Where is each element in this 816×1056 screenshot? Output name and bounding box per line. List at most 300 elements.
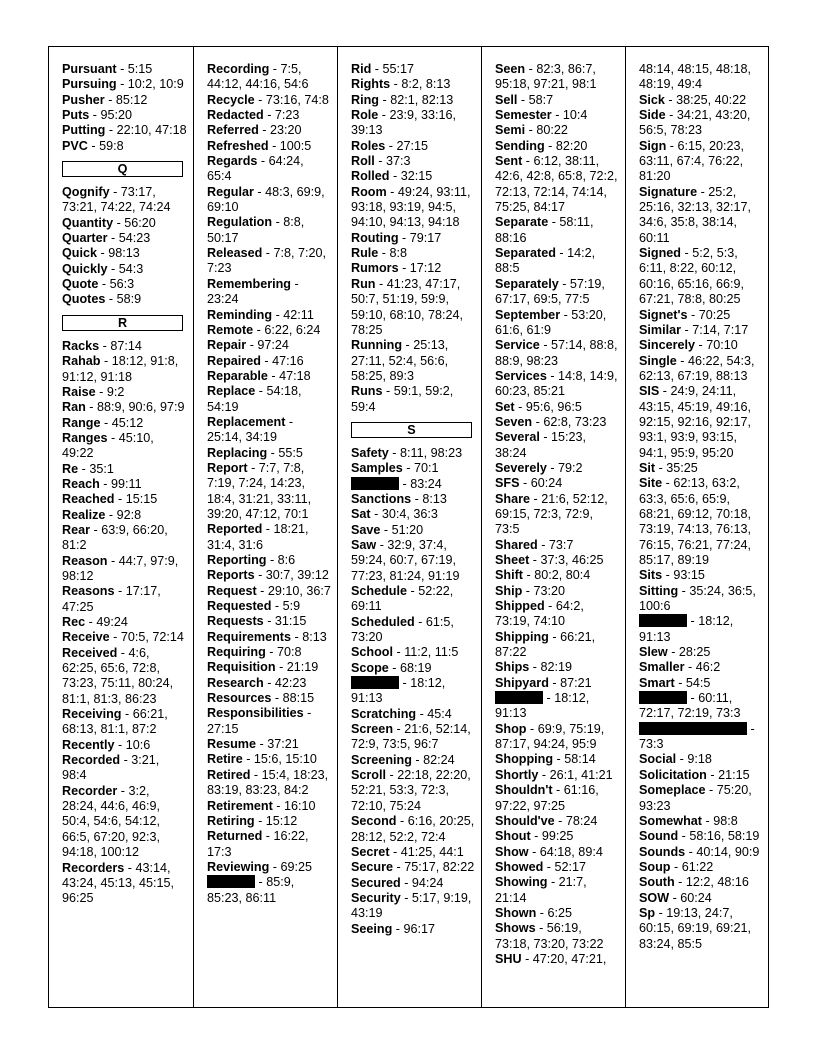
index-term: Recording <box>207 62 270 76</box>
redaction-bar <box>495 691 543 704</box>
page-line-references: 23:9, 33:16, 39:13 <box>351 108 457 138</box>
page-line-references: 18:12, 91:13 <box>639 614 734 644</box>
page-line-references: 58:11, 88:16 <box>495 215 594 245</box>
page-line-references: 64:18, 89:4 <box>539 844 603 859</box>
index-entry: Rumors - 17:12 <box>351 261 442 276</box>
index-term: Ships <box>495 660 530 675</box>
page-line-references: 8:11, 98:23 <box>400 445 463 460</box>
index-term: Showing <box>495 875 548 890</box>
index-entry: Repair - 97:24 <box>207 338 289 353</box>
index-entry: Reached - 15:15 <box>62 492 158 507</box>
page-line-references: 7:8, 7:20, 7:23 <box>207 246 327 276</box>
index-term: Quick <box>62 246 97 261</box>
index-term: Showed <box>495 859 544 874</box>
page-line-references: 7:23 <box>274 108 300 123</box>
index-term: Roll <box>351 154 375 169</box>
page-line-references: 25:14, 34:19 <box>207 430 278 445</box>
page-line-references: 68:19 <box>400 660 432 675</box>
page-line-references: 61:22 <box>681 859 714 874</box>
index-column-3 <box>337 47 481 1007</box>
index-term: Redacted <box>207 108 264 123</box>
page-line-references: 23:20 <box>270 123 302 138</box>
page-line-references: 43:14, 43:24, 45:13, 45:15, 96:25 <box>62 860 175 906</box>
index-term: Request <box>207 583 257 598</box>
index-term: Quarter <box>62 231 108 246</box>
index-term: Separate <box>495 215 549 230</box>
page-line-references: 18:12, 91:13 <box>495 691 590 721</box>
index-entry: Recently - 10:6 <box>62 737 151 752</box>
index-entry: Second - 6:16, 20:25, 28:12, 52:2, 72:4 <box>351 814 475 844</box>
index-term: Roles <box>351 138 386 153</box>
index-entry: Research - 42:23 <box>207 675 307 690</box>
index-entry: SIS - 24:9, 24:11, 43:15, 45:19, 49:16, 92:15, 92:16, 92:17, 93:1, 93:9, 93:15, 94:1, 95:9, 95:20 <box>639 384 752 460</box>
index-entry: Rec - 49:24 <box>62 615 128 629</box>
index-term: Scratching <box>351 706 417 721</box>
page-line-references: 95:20 <box>100 108 133 123</box>
index-term: Report <box>207 460 248 475</box>
index-term: Racks <box>62 338 100 353</box>
page-line-references: 88:15 <box>282 691 315 706</box>
page-line-references: 3:21, 98:4 <box>62 753 160 783</box>
page-line-references: 21:6, 52:12, 69:15, 72:3, 72:9, 73:5 <box>495 491 608 537</box>
page-line-references: 98:8 <box>713 813 738 828</box>
index-term: Remote <box>207 322 254 337</box>
page-line-references: 24:9, 24:11, 43:15, 45:19, 49:16, 92:15, 92:16, 92:17, 93:1, 93:9, 93:15, 94:1, 95:9, 95:20 <box>639 384 752 460</box>
index-entry: Receive - 70:5, 72:14 <box>62 630 184 645</box>
index-term: Set <box>495 399 515 414</box>
index-term: Sincerely <box>639 338 696 353</box>
index-entry: Safety - 8:11, 98:23 <box>351 445 463 460</box>
index-entry: Severely - 79:2 <box>495 460 583 475</box>
index-term: PVC <box>62 138 88 153</box>
index-entry: Recycle - 73:16, 74:8 <box>207 92 329 107</box>
section-letter-header: S <box>351 422 472 438</box>
index-term: Seeing <box>351 921 393 936</box>
index-term: Site <box>639 476 663 491</box>
index-entry: Quickly - 54:3 <box>62 261 144 276</box>
page-line-references: 7:7, 7:8, 7:19, 7:24, 14:23, 18:4, 31:21, 33:11, 39:20, 47:12, 70:1 <box>207 460 312 521</box>
index-term: Sound <box>639 829 679 844</box>
index-entry: Shipped - 64:2, 73:19, 74:10 <box>495 599 584 629</box>
page-line-references: 100:5 <box>279 138 312 153</box>
index-term: SIS <box>639 384 660 399</box>
index-term: Shown <box>495 905 537 920</box>
index-term: Rolled <box>351 169 390 184</box>
index-entry: Referred - 23:20 <box>207 123 302 138</box>
index-term: Recorded <box>62 753 121 768</box>
index-term: Regular <box>207 184 254 199</box>
index-entry: Seen - 82:3, 86:7, 95:18, 97:21, 98:1 <box>495 62 597 92</box>
index-entry: Sincerely - 70:10 <box>639 338 738 353</box>
page-line-references: 18:12, 91:8, 91:12, 91:18 <box>62 354 179 384</box>
page-line-references: 79:2 <box>558 460 583 475</box>
index-entry: Retirement - 16:10 <box>207 798 316 813</box>
index-entry: School - 11:2, 11:5 <box>351 645 459 660</box>
index-entry: Redacted - 7:23 <box>207 108 300 123</box>
page-line-references: 5:15 <box>127 62 153 76</box>
index-entry: Site - 62:13, 63:2, 63:3, 65:6, 65:9, 68:21, 69:12, 70:18, 73:19, 74:13, 76:13, 76:15, 76:21, 77:24, 85:17, 89:19 <box>639 476 752 567</box>
index-term: Received <box>62 645 118 660</box>
index-term: Separately <box>495 276 559 291</box>
page-line-references: 27:15 <box>396 138 429 153</box>
index-term: Regulation <box>207 215 273 230</box>
page-line-references: 35:25 <box>666 460 698 475</box>
index-term: Qognify <box>62 185 110 200</box>
page-line-references: 85:9, 85:23, 86:11 <box>207 875 295 905</box>
page-line-references: 6:22, 6:24 <box>264 322 321 337</box>
index-entry: Shout - 99:25 <box>495 829 574 844</box>
page-line-references: 28:25 <box>678 645 711 660</box>
index-entry: Shift - 80:2, 80:4 <box>495 568 591 583</box>
page-line-references: 47:20, 47:21, <box>532 951 607 966</box>
page-line-references: 64:24, 65:4 <box>207 154 304 184</box>
page-line-references: 78:24 <box>565 813 598 828</box>
index-entry: Save - 51:20 <box>351 522 424 537</box>
index-entry: Scheduled - 61:5, 73:20 <box>351 614 454 645</box>
index-entry: Requirements - 8:13 <box>207 629 327 644</box>
index-entry: Samples - 70:1 <box>351 461 439 476</box>
page-line-references: 54:23 <box>118 231 151 246</box>
page-line-references: 62:13, 63:2, 63:3, 65:6, 65:9, 68:21, 69:12, 70:18, 73:19, 74:13, 76:13, 76:15, 76:21, 77:24, 85:17, 89:19 <box>639 476 752 567</box>
index-entry: Sit - 35:25 <box>639 460 698 475</box>
index-term: Shouldn't <box>495 783 553 798</box>
page-line-references: 95:6, 96:5 <box>525 399 582 414</box>
page-line-references: 60:24 <box>530 476 563 491</box>
index-entry: Reports - 30:7, 39:12 <box>207 568 329 583</box>
index-entry: Reviewing - 69:25 <box>207 859 313 874</box>
index-entry: Schedule - 52:22, 69:11 <box>351 584 454 614</box>
page-line-references: 96:17 <box>403 921 436 936</box>
index-entry: Several - 15:23, 38:24 <box>495 430 587 460</box>
index-term: Repair <box>207 338 247 353</box>
index-term: South <box>639 875 675 890</box>
index-term: Puts <box>62 108 90 123</box>
page-line-references: 51:20 <box>391 522 424 537</box>
index-term: Reparable <box>207 368 268 383</box>
index-entry: - 18:12, 91:13 <box>639 614 734 644</box>
page-line-references: 85:12 <box>115 92 148 107</box>
index-entry: Sp - 19:13, 24:7, 60:15, 69:19, 69:21, 83:24, 85:5 <box>639 905 752 951</box>
index-term: Seven <box>495 414 533 429</box>
index-entry: Ranges - 45:10, 49:22 <box>62 430 154 461</box>
page-line-references: 10:2, 10:9 <box>127 77 184 92</box>
index-term: Reasons <box>62 584 115 599</box>
page-line-references: 64:2, 73:19, 74:10 <box>495 599 584 629</box>
page-line-references: 23:24 <box>207 292 239 307</box>
index-term: Remembering <box>207 276 291 291</box>
index-term: Resources <box>207 691 272 706</box>
index-term: Reached <box>62 492 115 507</box>
page-line-references: 12:2, 48:16 <box>685 875 749 890</box>
page-line-references: 54:18, 54:19 <box>207 384 302 414</box>
index-term: Re <box>62 461 79 476</box>
page-line-references: 27:15 <box>207 721 239 736</box>
index-entry: Runs - 59:1, 59:2, 59:4 <box>351 384 454 414</box>
index-entry: Ran - 88:9, 90:6, 97:9 <box>62 400 185 415</box>
page-line-references: 42:23 <box>274 675 307 690</box>
index-term: Schedule <box>351 584 407 598</box>
index-term: Resume <box>207 737 256 752</box>
index-term: Sounds <box>639 844 686 859</box>
page-line-references: 11:2, 11:5 <box>404 645 459 660</box>
index-entry: Shipping - 66:21, 87:22 <box>495 629 596 660</box>
index-entry: Sits - 93:15 <box>639 568 705 583</box>
page-line-references: 14:2, 88:5 <box>495 246 596 276</box>
index-term: Quickly <box>62 261 108 276</box>
page-line-references: 82:1, 82:13 <box>390 92 454 107</box>
index-term: Requirements <box>207 629 291 644</box>
index-entry: Room - 49:24, 93:11, 93:18, 93:19, 94:5, 94:10, 94:13, 94:18 <box>351 184 471 230</box>
index-entry: Refreshed - 100:5 <box>207 138 312 153</box>
index-entry: Requests - 31:15 <box>207 614 307 629</box>
page-line-references: 58:14 <box>564 752 596 767</box>
page-line-references: 97:24 <box>257 338 289 353</box>
page-line-references: 75:20, 93:23 <box>639 783 752 813</box>
page-line-references: 9:2 <box>106 384 125 399</box>
index-entry: Sent - 6:12, 38:11, 42:6, 42:8, 65:8, 72:2, 72:13, 72:14, 74:14, 75:25, 84:17 <box>495 154 618 215</box>
index-term: Putting <box>62 123 106 138</box>
index-term: School <box>351 645 393 660</box>
index-term: Soup <box>639 859 671 874</box>
index-term: Semi <box>495 123 526 138</box>
index-entry: Puts - 95:20 <box>62 108 133 123</box>
page-line-references: 31:15 <box>274 614 307 629</box>
page-line-references: 37:3 <box>386 154 411 169</box>
page-line-references: 57:14, 88:8, 88:9, 98:23 <box>495 338 618 368</box>
index-term: Scroll <box>351 768 386 783</box>
page-line-references: 37:3, 46:25 <box>540 553 604 567</box>
index-term: Shipyard <box>495 675 549 690</box>
index-term: Safety <box>351 445 389 460</box>
index-entry: Screen - 21:6, 52:14, 72:9, 73:5, 96:7 <box>351 722 471 752</box>
page-line-references: 8:2, 8:13 <box>401 77 451 92</box>
index-entry: Sell - 58:7 <box>495 92 554 107</box>
index-entry: Screening - 82:24 <box>351 752 455 767</box>
index-entry: Request - 29:10, 36:7 <box>207 583 331 598</box>
index-entry: Running - 25:13, 27:11, 52:4, 56:6, 58:25, 89:3 <box>351 338 449 383</box>
index-term: Retire <box>207 752 243 767</box>
index-entry: Service - 57:14, 88:8, 88:9, 98:23 <box>495 338 618 368</box>
page-line-references: 59:1, 59:2, 59:4 <box>351 384 454 414</box>
page-line-references: 47:18 <box>279 368 311 383</box>
redaction-bar <box>639 722 747 735</box>
page-line-references: 22:10, 47:18 <box>116 123 187 138</box>
index-term: Rumors <box>351 261 399 276</box>
index-term: Reach <box>62 476 100 491</box>
index-entry: Quick - 98:13 <box>62 246 140 261</box>
index-term: Semester <box>495 108 552 123</box>
page-line-references: 61:5, 73:20 <box>351 614 454 645</box>
index-term: Save <box>351 522 381 537</box>
index-term: Rid <box>351 62 372 76</box>
index-entry: Reach - 99:11 <box>62 476 142 491</box>
page-line-references: 45:10, 49:22 <box>62 430 154 461</box>
index-entry: Realize - 92:8 <box>62 507 142 522</box>
page-line-references: 56:3 <box>109 277 135 292</box>
page-line-references: 29:10, 36:7 <box>267 583 331 598</box>
index-term: Rahab <box>62 354 101 369</box>
index-term: Ran <box>62 400 86 415</box>
page-line-references: 3:2, 28:24, 44:6, 46:9, 50:4, 54:6, 54:12, 66:5, 67:20, 92:3, 94:18, 100:12 <box>62 783 161 860</box>
index-term: Sent <box>495 154 523 169</box>
index-entry: Secured - 94:24 <box>351 875 444 890</box>
index-term: Sheet <box>495 553 530 567</box>
index-entry: Sanctions - 8:13 <box>351 491 447 506</box>
index-term: SOW <box>639 890 670 905</box>
page-line-references: 32:9, 37:4, 59:24, 60:7, 67:19, 77:23, 81:24, 91:19 <box>351 537 460 583</box>
index-term: Someplace <box>639 783 706 798</box>
index-entry: Remote - 6:22, 6:24 <box>207 322 321 337</box>
index-entry: PVC - 59:8 <box>62 138 124 153</box>
page-line-references: 5:9 <box>282 599 301 614</box>
index-term: Raise <box>62 384 96 399</box>
index-term: Responsibilities <box>207 706 304 721</box>
index-term: Similar <box>639 322 681 337</box>
index-entry: Pursuing - 10:2, 10:9 <box>62 77 184 92</box>
page-line-references: 58:7 <box>528 92 554 107</box>
page-line-references: 49:24 <box>96 615 128 629</box>
page-line-references: 42:11 <box>283 307 314 322</box>
index-entry: Retired - 15:4, 18:23, 83:19, 83:23, 84:2 <box>207 767 329 798</box>
page-line-references: 46:2 <box>695 660 721 675</box>
page-line-references: 69:9, 75:19, 87:17, 94:24, 95:9 <box>495 721 605 752</box>
page-line-references: 62:8, 73:23 <box>543 414 607 429</box>
index-entry: Shared - 73:7 <box>495 537 574 552</box>
index-term: Sat <box>351 507 371 522</box>
page-line-references: 93:15 <box>673 568 705 583</box>
index-term: Secure <box>351 860 394 875</box>
page-line-references: 87:21 <box>560 675 592 690</box>
index-term: Scope <box>351 660 389 675</box>
index-entry: Seeing - 96:17 <box>351 921 436 936</box>
index-entry: Single - 46:22, 54:3, 62:13, 67:19, 88:13 <box>639 353 755 383</box>
page-line-references: 16:10 <box>284 798 316 813</box>
page-line-references: 61:16, 97:22, 97:25 <box>495 783 599 813</box>
index-entry: Regulation - 8:8, 50:17 <box>207 215 305 245</box>
index-term: Quotes <box>62 292 106 307</box>
index-entry: Semi - 80:22 <box>495 123 568 138</box>
index-entry: Rear - 63:9, 66:20, 81:2 <box>62 522 168 553</box>
index-entry: Seven - 62:8, 73:23 <box>495 414 607 429</box>
page-line-references: 73:16, 74:8 <box>265 92 329 107</box>
index-term: Quote <box>62 277 99 292</box>
page-line-references: 57:19, 67:17, 69:5, 77:5 <box>495 276 605 307</box>
index-entry: Signet's - 70:25 <box>639 307 731 322</box>
page-line-references: 82:3, 86:7, 95:18, 97:21, 98:1 <box>495 62 597 92</box>
index-term: Receiving <box>62 707 122 722</box>
index-term: Pursuing <box>62 77 117 92</box>
page-line-references: 4:6, 62:25, 65:6, 72:8, 73:23, 75:11, 80:24, 81:1, 81:3, 86:23 <box>62 645 174 706</box>
page-line-references: 80:22 <box>536 123 568 138</box>
page-line-references: 47:16 <box>272 353 304 368</box>
page-line-references: 60:11, 72:17, 72:19, 73:3 <box>639 691 741 721</box>
page-line-references: 14:8, 14:9, 60:23, 85:21 <box>495 368 618 399</box>
index-entry: Receiving - 66:21, 68:13, 81:1, 87:2 <box>62 707 168 737</box>
index-entry: Smaller - 46:2 <box>639 660 721 675</box>
page-line-references: 35:1 <box>89 461 114 476</box>
index-term: Secret <box>351 844 390 859</box>
page-line-references: 7:14, 7:17 <box>692 322 749 337</box>
index-entry: Resources - 88:15 <box>207 691 315 706</box>
index-column-5 <box>625 47 768 1007</box>
index-entry: Rule - 8:8 <box>351 246 408 261</box>
index-term: Screening <box>351 752 412 767</box>
index-entry: Ships - 82:19 <box>495 660 573 675</box>
page-line-references: 69:25 <box>280 859 313 874</box>
index-entry: Requested - 5:9 <box>207 599 301 614</box>
index-entry: Scratching - 45:4 <box>351 706 452 721</box>
page-line-references: 25:2, 25:16, 32:13, 32:17, 34:6, 35:8, 38:14, 60:11 <box>639 184 752 245</box>
index-term: Shortly <box>495 767 539 782</box>
index-term: Recorder <box>62 783 118 798</box>
index-entry: Ship - 73:20 <box>495 583 566 598</box>
page-line-references: 73:17, 73:21, 74:22, 74:24 <box>62 185 171 215</box>
index-entry: Shop - 69:9, 75:19, 87:17, 94:24, 95:9 <box>495 721 605 752</box>
index-entry: Reason - 44:7, 97:9, 98:12 <box>62 553 179 583</box>
index-page-frame <box>48 46 769 1008</box>
index-entry: Replacement - 25:14, 34:19 <box>207 414 294 445</box>
index-entry: Shopping - 58:14 <box>495 752 596 767</box>
page-line-references: 34:21, 43:20, 56:5, 78:23 <box>639 108 751 138</box>
index-term: Rec <box>62 615 86 629</box>
index-entry: Sheet - 37:3, 46:25 <box>495 553 604 567</box>
index-term: Separated <box>495 246 556 261</box>
index-entry: Re - 35:1 <box>62 461 114 476</box>
index-term: Security <box>351 890 401 905</box>
index-entry: Resume - 37:21 <box>207 737 299 752</box>
index-entry: Received - 4:6, 62:25, 65:6, 72:8, 73:23, 75:11, 80:24, 81:1, 81:3, 86:23 <box>62 645 174 706</box>
index-term: Reviewing <box>207 859 270 874</box>
index-term: Share <box>495 491 531 506</box>
page-line-references: 30:4, 36:3 <box>381 507 438 522</box>
index-term: Ranges <box>62 430 108 445</box>
page-line-references: 38:25, 40:22 <box>676 92 747 107</box>
index-entry: Secret - 41:25, 44:1 <box>351 844 464 859</box>
page-line-references: 25:13, 27:11, 52:4, 56:6, 58:25, 89:3 <box>351 338 449 383</box>
index-term: Shop <box>495 721 527 736</box>
index-term: Sits <box>639 568 663 583</box>
page-line-references: 17:12 <box>409 261 442 276</box>
index-entry: Signature - 25:2, 25:16, 32:13, 32:17, 34:6, 35:8, 38:14, 60:11 <box>639 184 752 245</box>
index-term: Realize <box>62 507 106 522</box>
section-letter-header: Q <box>62 161 183 177</box>
index-term: Secured <box>351 875 401 890</box>
index-term: Shipping <box>495 629 549 644</box>
index-entry: Saw - 32:9, 37:4, 59:24, 60:7, 67:19, 77:23, 81:24, 91:19 <box>351 537 460 583</box>
page-line-references: 80:2, 80:4 <box>534 568 591 583</box>
index-entry: Range - 45:12 <box>62 415 144 430</box>
page-line-references: 37:21 <box>267 737 299 752</box>
index-term: Requested <box>207 599 272 614</box>
index-entry: Requiring - 70:8 <box>207 645 302 660</box>
page-line-references: 52:17 <box>554 859 586 874</box>
index-term: SFS <box>495 476 520 491</box>
index-term: Runs <box>351 384 383 399</box>
page-line-references: 70:5, 72:14 <box>120 630 184 645</box>
page-line-references: 44:7, 97:9, 98:12 <box>62 553 179 583</box>
index-entry: Separated - 14:2, 88:5 <box>495 246 596 276</box>
page-line-references: 26:1, 41:21 <box>549 767 613 782</box>
index-entry: Sending - 82:20 <box>495 138 588 153</box>
index-term: Recently <box>62 737 115 752</box>
page-line-references: 53:20, 61:6, 61:9 <box>495 307 607 337</box>
index-term: Seen <box>495 62 526 76</box>
index-entry: Scroll - 22:18, 22:20, 52:21, 53:3, 72:3, 72:10, 75:24 <box>351 768 471 813</box>
page-line-references: 6:16, 20:25, 28:12, 52:2, 72:4 <box>351 814 475 844</box>
index-entry: Reported - 18:21, 31:4, 31:6 <box>207 522 309 552</box>
index-entry: SFS - 60:24 <box>495 476 563 491</box>
index-entry: Released - 7:8, 7:20, 7:23 <box>207 246 327 276</box>
